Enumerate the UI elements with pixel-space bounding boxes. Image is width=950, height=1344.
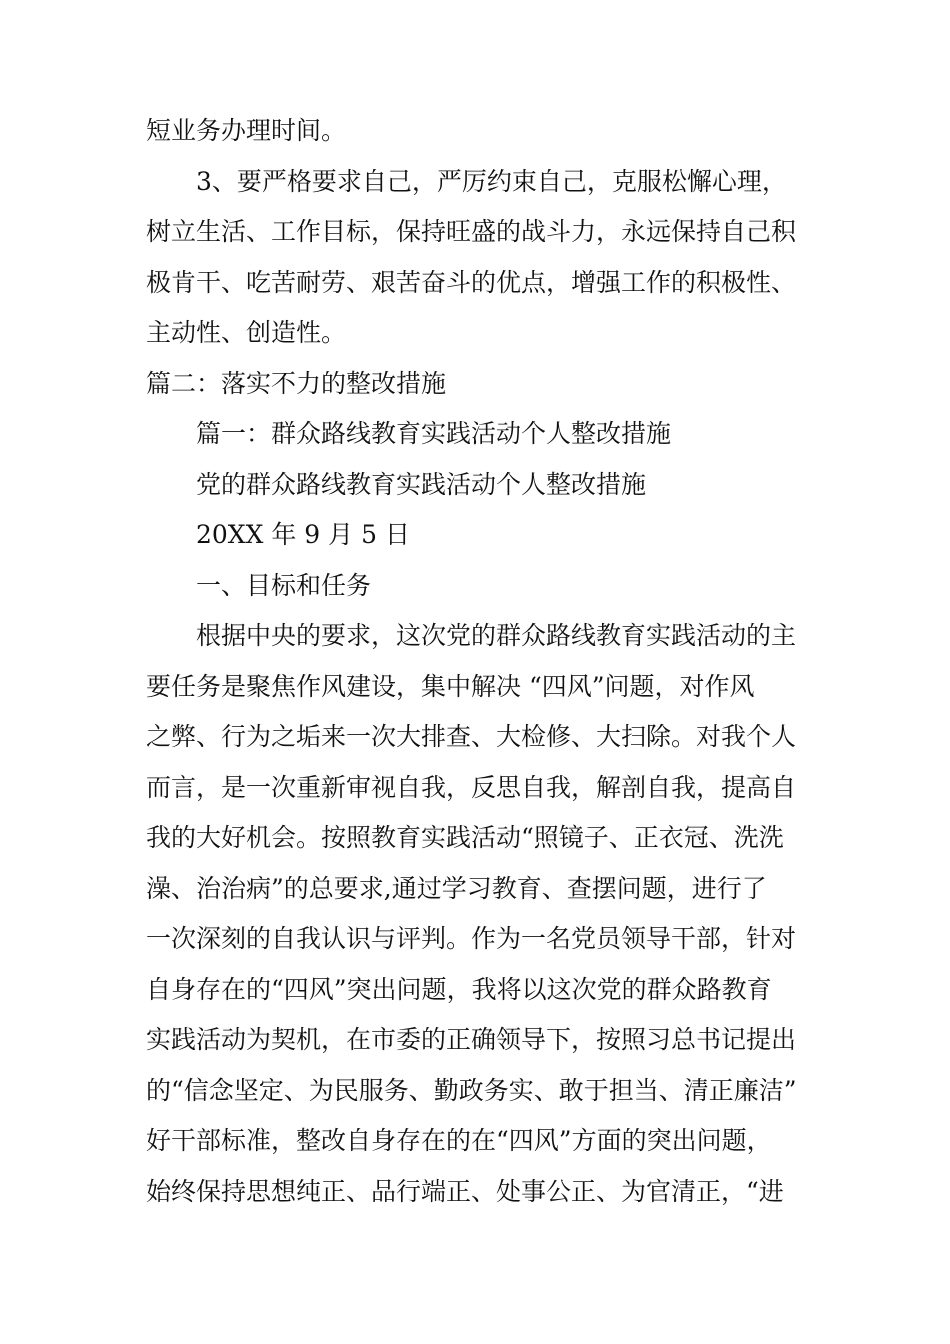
text-line: 要任务是聚焦作风建设，集中解决 “四风”问题，对作风	[146, 671, 755, 701]
text-line: 极肯干、吃苦耐劳、艰苦奋斗的优点，增强工作的积极性、	[146, 267, 797, 297]
text-line: 根据中央的要求，这次党的群众路线教育实践活动的主	[196, 621, 797, 650]
text-line: 的“信念坚定、为民服务、勤政务实、敢于担当、清正廉洁”	[146, 1075, 797, 1105]
document-date: 20XX 年 9 月 5 日	[196, 520, 410, 549]
text-line: 自身存在的“四风”突出问题，我将以这次党的群众路教育	[146, 974, 772, 1004]
text-line: 一次深刻的自我认识与评判。作为一名党员领导干部，针对	[146, 924, 797, 953]
text-line: 短业务办理时间。	[146, 116, 347, 145]
document-body	[146, 106, 826, 1217]
text-line: 之弊、行为之垢来一次大排查、大检修、大扫除。对我个人	[146, 722, 797, 751]
text-line: 我的大好机会。按照教育实践活动“照镜子、正衣冠、洗洗	[146, 823, 784, 852]
section-heading: 篇一：群众路线教育实践活动个人整改措施	[196, 419, 672, 448]
text-line: 而言，是一次重新审视自我，反思自我，解剖自我，提高自	[146, 772, 797, 802]
section-heading: 一、目标和任务	[196, 570, 372, 600]
text-line: 始终保持思想纯正、品行端正、处事公正、为官清正，“进	[146, 1176, 784, 1206]
text-line: 主动性、创造性。	[146, 318, 347, 347]
text-line: 3、要严格要求自己，严厉约束自己，克服松懈心理，	[196, 166, 787, 196]
text-line: 澡、治治病”的总要求,通过学习教育、查摆问题，进行了	[146, 873, 767, 903]
text-line: 好干部标准，整改自身存在的在“四风”方面的突出问题，	[146, 1126, 772, 1155]
section-heading: 篇二：落实不力的整改措施	[146, 368, 447, 398]
document-title: 党的群众路线教育实践活动个人整改措施	[196, 469, 647, 499]
text-line: 实践活动为契机，在市委的正确领导下，按照习总书记提出	[146, 1025, 797, 1054]
text-line: 树立生活、工作目标，保持旺盛的战斗力，永远保持自己积	[146, 217, 797, 246]
